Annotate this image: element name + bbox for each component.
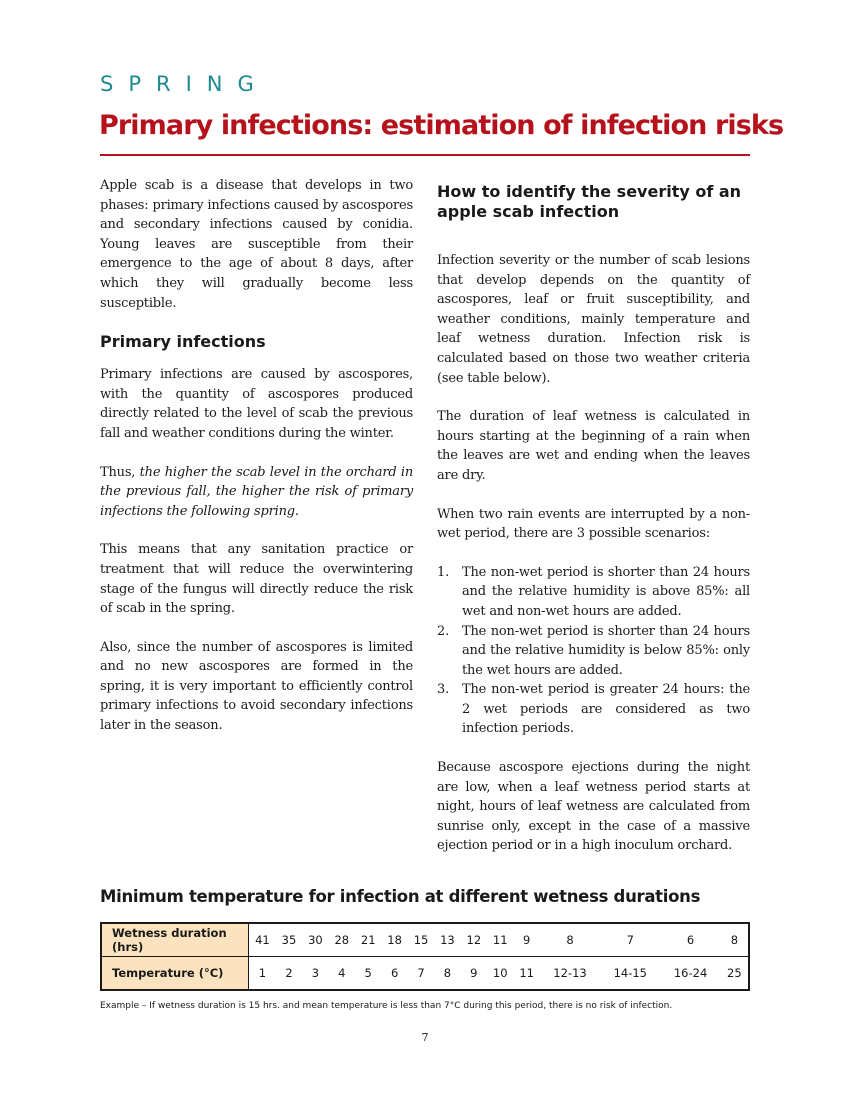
- temperature-cell: 10: [492, 966, 508, 980]
- scenario-item: [437, 680, 750, 739]
- primary-paragraph-3: This means that any sanitation practice or treatment that will reduce the overwintering stage of the fungus will directly reduce the risk of scab in the spring.: [100, 542, 413, 617]
- right-column: [437, 176, 750, 875]
- scenario-text: The non-wet period is greater 24 hours: the 2 wet periods are considered as two infection periods.: [462, 682, 750, 737]
- page-title: Primary infections: estimation of infection risks: [99, 110, 784, 141]
- temperature-cell: 6: [390, 966, 399, 980]
- severity-paragraph-1: Infection severity or the number of scab lesions that develop depends on the quantity of ascospores, leaf or fruit susceptibility, and weather conditions, mainly temperature and leaf wetness duration. Infection risk is calculated based on those two weather criteria (see table below).: [437, 253, 750, 386]
- temperature-cell: 5: [364, 966, 372, 980]
- wetness-cell: 41: [249, 923, 276, 957]
- temperature-cell: 25: [727, 966, 742, 980]
- table-title: Minimum temperature for infection at different wetness durations: [100, 887, 701, 906]
- intro-paragraph: Apple scab is a disease that develops in two phases: primary infections caused by ascospores and secondary infections caused by conidia. Young leaves are susceptible from their emergence to the age of about 8 days, after which they will gradually become less susceptible.: [100, 178, 413, 311]
- primary-paragraph-1: Primary infections are caused by ascospores, with the quantity of ascospores produced directly related to the level of scab the previous fall and weather conditions during the winter.: [100, 367, 413, 441]
- wetness-cell: 18: [381, 923, 407, 957]
- wetness-cell: 13: [434, 923, 460, 957]
- wetness-cell: 6: [660, 923, 720, 957]
- wetness-cell: 28: [329, 923, 355, 957]
- scenario-number: 3.: [437, 682, 450, 698]
- wetness-cell: 7: [600, 923, 660, 957]
- primary-infections-heading: Primary infections: [100, 332, 266, 352]
- scenario-number: 1.: [437, 564, 450, 580]
- infection-table: [100, 922, 750, 991]
- scenario-text: The non-wet period is shorter than 24 hours and the relative humidity is above 85%: all wet and non-wet hours are added.: [462, 564, 750, 619]
- wetness-cell: 9: [513, 923, 539, 957]
- wetness-row-header: Wetness duration (hrs): [101, 923, 249, 957]
- temperature-cell: 2: [285, 966, 293, 980]
- temperature-row: [101, 957, 749, 991]
- temperature-cell: 11: [519, 966, 534, 980]
- scenario-number: 2.: [437, 623, 450, 639]
- wetness-cell: 12: [461, 923, 487, 957]
- temperature-cell: 1: [258, 966, 267, 980]
- paragraph-lead: Thus,: [100, 464, 140, 480]
- page-number: 7: [421, 1031, 429, 1044]
- severity-heading: How to identify the severity of an apple scab infection: [437, 182, 742, 221]
- primary-paragraph-4: Also, since the number of ascospores is limited and no new ascospores are formed in the spring, it is very important to efficiently control primary infections to avoid secondary infections later in the season.: [100, 639, 413, 734]
- temperature-cell: 14-15: [613, 966, 647, 980]
- wetness-cell: 30: [302, 923, 328, 957]
- wetness-cell: 35: [276, 923, 302, 957]
- section-label: SPRING: [100, 72, 269, 96]
- temperature-cell: 8: [443, 966, 452, 980]
- severity-paragraph-2: The duration of leaf wetness is calculated in hours starting at the beginning of a rain when the leaves are wet and ending when the leaves are dry.: [437, 409, 750, 483]
- scenario-list: [437, 563, 750, 739]
- temperature-cell: 4: [338, 966, 346, 980]
- title-divider: [100, 154, 750, 156]
- wetness-cell: 11: [487, 923, 513, 957]
- wetness-cell: 21: [355, 923, 381, 957]
- temperature-cell: 16-24: [673, 966, 708, 980]
- wetness-cell: 8: [540, 923, 600, 957]
- severity-paragraph-4: Because ascospore ejections during the night are low, when a leaf wetness period starts at night, hours of leaf wetness are calculated from sunrise only, except in the case of a massive ejection period or in a high inoculum orchard.: [437, 760, 750, 854]
- temperature-cell: 3: [311, 966, 320, 980]
- scenario-item: [437, 622, 750, 681]
- table-example-note: Example – If wetness duration is 15 hrs. and mean temperature is less than 7°C during this period, there is no risk of infection.: [100, 1001, 673, 1011]
- temperature-cell: 7: [417, 966, 425, 980]
- temperature-cell: 9: [470, 966, 478, 980]
- wetness-cell: 15: [408, 923, 434, 957]
- wetness-row: [101, 923, 749, 957]
- wetness-cell: 8: [721, 923, 749, 957]
- temperature-row-header: Temperature (°C): [101, 957, 249, 991]
- emphasis-text: the higher the scab level in the orchard in the previous fall, the higher the risk of primary infections the following spring.: [100, 464, 414, 519]
- severity-paragraph-3: When two rain events are interrupted by a non-wet period, there are 3 possible scenarios:: [437, 506, 750, 542]
- scenario-text: The non-wet period is shorter than 24 hours and the relative humidity is below 85%: only the wet hours are added.: [462, 623, 750, 678]
- left-column: [100, 176, 413, 755]
- primary-paragraph-2: [100, 463, 413, 522]
- temperature-cell: 12-13: [553, 966, 587, 980]
- scenario-item: [437, 563, 750, 622]
